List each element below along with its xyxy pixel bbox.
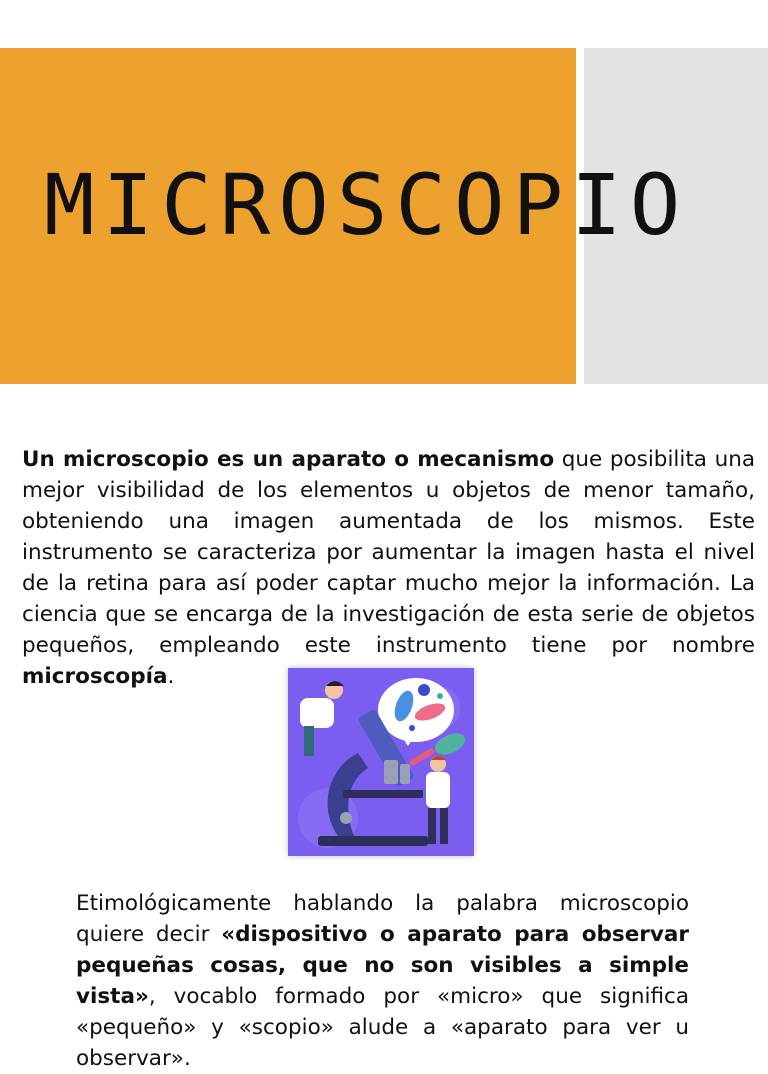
etymology-intro-text: Etimológicamente hablando la palabra microscopio quiere decir [76, 891, 689, 947]
intro-paragraph [22, 444, 755, 692]
intro-term-text: microscopía [22, 664, 168, 689]
page-title: MICROSCOPIO [44, 156, 689, 254]
etymology-quote-text: «dispositivo o aparato para observar pequeñas cosas, que no son visibles a simple vista» [76, 922, 690, 1009]
microscope-illustration [288, 668, 474, 856]
etymology-paragraph [76, 888, 689, 1074]
intro-lead-text: Un microscopio es un aparato o mecanismo [22, 447, 555, 472]
intro-end-text: . [167, 664, 175, 689]
intro-body-text: que posibilita una mejor visibilidad de los elementos u objetos de menor tamaño, obteniendo una imagen aumentada de los mismos. Este instrumento se caracteriza por aumentar la imagen hasta el nivel de la retina para así poder captar mucho mejor la información. La ciencia que se encarga de la investigación de esta serie de objetos pequeños, empleando este instrumento tiene por nombre [22, 447, 755, 658]
etymology-rest-text: , vocablo formado por «micro» que significa «pequeño» y «scopio» alude a «aparato para ver u observar». [76, 984, 689, 1071]
microscope-scientists-icon [288, 668, 474, 856]
